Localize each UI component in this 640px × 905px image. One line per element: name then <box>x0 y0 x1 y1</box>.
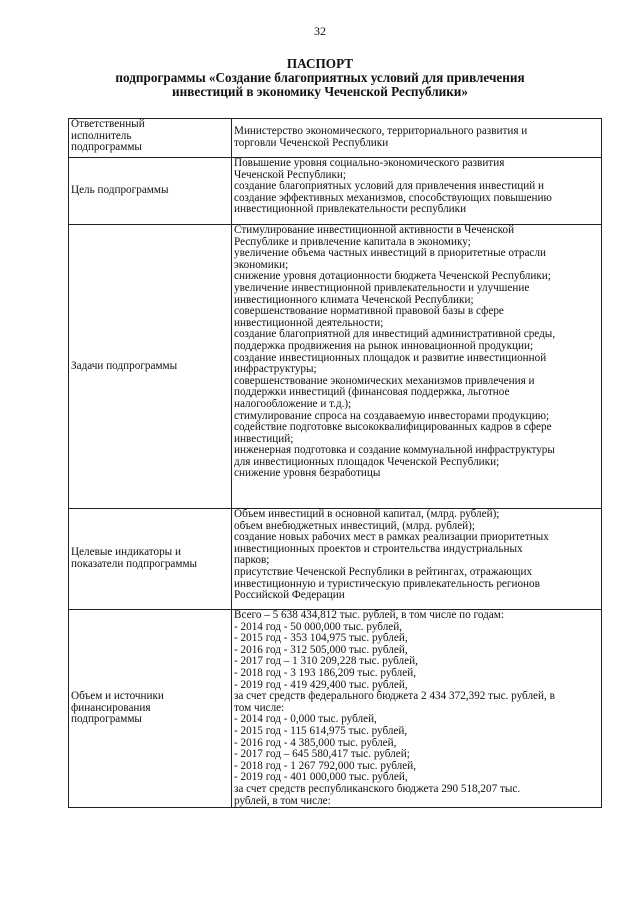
row-value-line: - 2015 год - 353 104,975 тыс. рублей, <box>234 633 408 645</box>
row-label-cell <box>69 509 232 610</box>
table-row-goal <box>69 158 602 225</box>
table-row-target-indicators <box>69 509 602 610</box>
row-value-line: за счет средств республиканского бюджета 290 518,207 тыс. <box>234 783 521 795</box>
row-value-line: снижение уровня безработицы <box>234 468 381 480</box>
row-value-cell <box>232 225 602 509</box>
row-value-line: - 2019 год - 401 000,000 тыс. рублей, <box>234 772 408 784</box>
row-value-line: снижение уровня дотационности бюджета Чеченской Республики; <box>234 271 551 283</box>
row-value-line: Республике и привлечение капитала в экономику; <box>234 236 471 248</box>
title-line-1: ПАСПОРТ <box>286 56 354 71</box>
row-value-line: присутствие Чеченской Республики в рейтингах, отражающих <box>234 566 533 578</box>
passport-table <box>68 118 602 808</box>
page-number: 32 <box>314 24 326 38</box>
row-label-line: Цель подпрограммы <box>71 185 169 197</box>
row-value-cell <box>232 610 602 808</box>
row-value-line: создание благоприятной для инвестиций административной среды, <box>234 329 556 341</box>
row-value-line: - 2018 год - 3 193 186,209 тыс. рублей, <box>234 667 417 679</box>
row-value-line: совершенствование нормативной правовой базы в сфере <box>234 306 504 318</box>
row-label-line: показатели подпрограммы <box>71 559 198 570</box>
row-label-line: финансирования <box>71 702 151 714</box>
row-value-cell <box>232 119 602 158</box>
row-value-line: Объем инвестиций в основной капитал, (млрд. рублей); <box>234 509 500 520</box>
row-value-line: - 2015 год - 115 614,975 тыс. рублей, <box>234 725 408 737</box>
row-value-line: налогообложение и т.д.); <box>234 398 352 410</box>
row-value-cell <box>232 158 602 225</box>
title-line-2: подпрограммы «Создание благоприятных условий для привлечения <box>115 70 525 85</box>
row-value-line: создание новых рабочих мест в рамках реализации приоритетных <box>234 532 549 544</box>
row-value-line: стимулирование спроса на создаваемую инвесторами продукцию; <box>234 410 550 422</box>
row-value-line: - 2016 год - 312 505,000 тыс. рублей, <box>234 644 408 656</box>
row-value-line: инвестиций; <box>234 433 294 445</box>
row-value-line: для инвестиционных площадок Чеченской Республики; <box>234 456 500 468</box>
row-value-line: - 2019 год - 419 429,400 тыс. рублей, <box>234 679 408 691</box>
row-label-line: Целевые индикаторы и <box>71 547 181 559</box>
row-value-line: инвестиционной деятельности; <box>234 317 384 329</box>
row-label-cell <box>69 158 232 225</box>
row-value-line: за счет средств федерального бюджета 2 434 372,392 тыс. рублей, в <box>234 691 555 703</box>
row-value-line: увеличение объема частных инвестиций в приоритетные отрасли <box>234 248 546 260</box>
row-value-line: торговли Чеченской Республики <box>234 138 389 149</box>
row-value-line: Повышение уровня социально-экономического развития <box>234 158 505 169</box>
row-label-line: Задачи подпрограммы <box>71 360 178 372</box>
row-value-line: объем внебюджетных инвестиций, (млрд. рублей); <box>234 520 475 532</box>
row-label-line: Объем и источники <box>71 691 164 703</box>
row-value-line: рублей, в том числе: <box>234 795 331 807</box>
row-value-line: - 2016 год - 4 385,000 тыс. рублей, <box>234 737 397 749</box>
row-value-line: создание эффективных механизмов, способствующих повышению <box>234 192 552 204</box>
row-label-line: Ответственный <box>71 119 145 130</box>
row-value-line: - 2017 год – 645 580,417 тыс. рублей; <box>234 749 410 761</box>
row-value-line: инвестиционного климата Чеченской Республики; <box>234 294 474 306</box>
row-label-cell <box>69 610 232 808</box>
row-value-line: - 2017 год – 1 310 209,228 тыс. рублей, <box>234 656 418 668</box>
row-value-line: поддержка продвижения на рынок инновационной продукции; <box>234 340 534 352</box>
row-label-cell <box>69 225 232 509</box>
row-value-line: Министерство экономического, территориального развития и <box>234 126 528 138</box>
row-label-line: исполнитель <box>71 130 132 142</box>
row-value-line: том числе: <box>234 702 285 714</box>
row-label-line: подпрограммы <box>71 714 142 726</box>
row-value-line: парков; <box>234 555 270 567</box>
row-value-line: поддержки инвестиций (финансовая поддержка, льготное <box>234 387 510 399</box>
row-value-line: Всего – 5 638 434,812 тыс. рублей, в том числе по годам: <box>234 610 504 621</box>
table-row-tasks <box>69 225 602 509</box>
row-value-line: инвестиционных проектов и строительства индустриальных <box>234 543 523 555</box>
title-line-3: инвестиций в экономику Чеченской Республики» <box>172 84 468 99</box>
row-value-cell <box>232 509 602 610</box>
table-row-responsible-executor <box>69 119 602 158</box>
row-value-line: инвестиционную и туристическую привлекательность регионов <box>234 578 540 590</box>
row-value-line: инженерная подготовка и создание коммунальной инфраструктуры <box>234 445 555 457</box>
row-value-line: экономики; <box>234 259 289 271</box>
row-value-line: содействие подготовке высококвалифицированных кадров в сфере <box>234 422 552 434</box>
row-value-line: - 2014 год - 50 000,000 тыс. рублей, <box>234 621 403 633</box>
row-label-cell <box>69 119 232 158</box>
row-label-line: подпрограммы <box>71 142 142 154</box>
row-value-line: создание инвестиционных площадок и развитие инвестиционной <box>234 352 547 364</box>
document-title <box>60 57 580 99</box>
row-value-line: инвестиционной привлекательности республики <box>234 204 467 216</box>
row-value-line: инфраструктуры; <box>234 364 317 376</box>
row-value-line: Чеченской Республики; <box>234 169 346 181</box>
row-value-line: Стимулирование инвестиционной активности в Чеченской <box>234 225 515 236</box>
table-row-funding <box>69 610 602 808</box>
row-value-line: Российской Федерации <box>234 590 345 602</box>
row-value-line: создание благоприятных условий для привлечения инвестиций и <box>234 181 545 193</box>
row-value-line: - 2014 год - 0,000 тыс. рублей, <box>234 714 377 726</box>
row-value-line: - 2018 год - 1 267 792,000 тыс. рублей, <box>234 760 417 772</box>
row-value-line: совершенствование экономических механизмов привлечения и <box>234 375 535 387</box>
row-value-line: увеличение инвестиционной привлекательности и улучшение <box>234 282 530 294</box>
